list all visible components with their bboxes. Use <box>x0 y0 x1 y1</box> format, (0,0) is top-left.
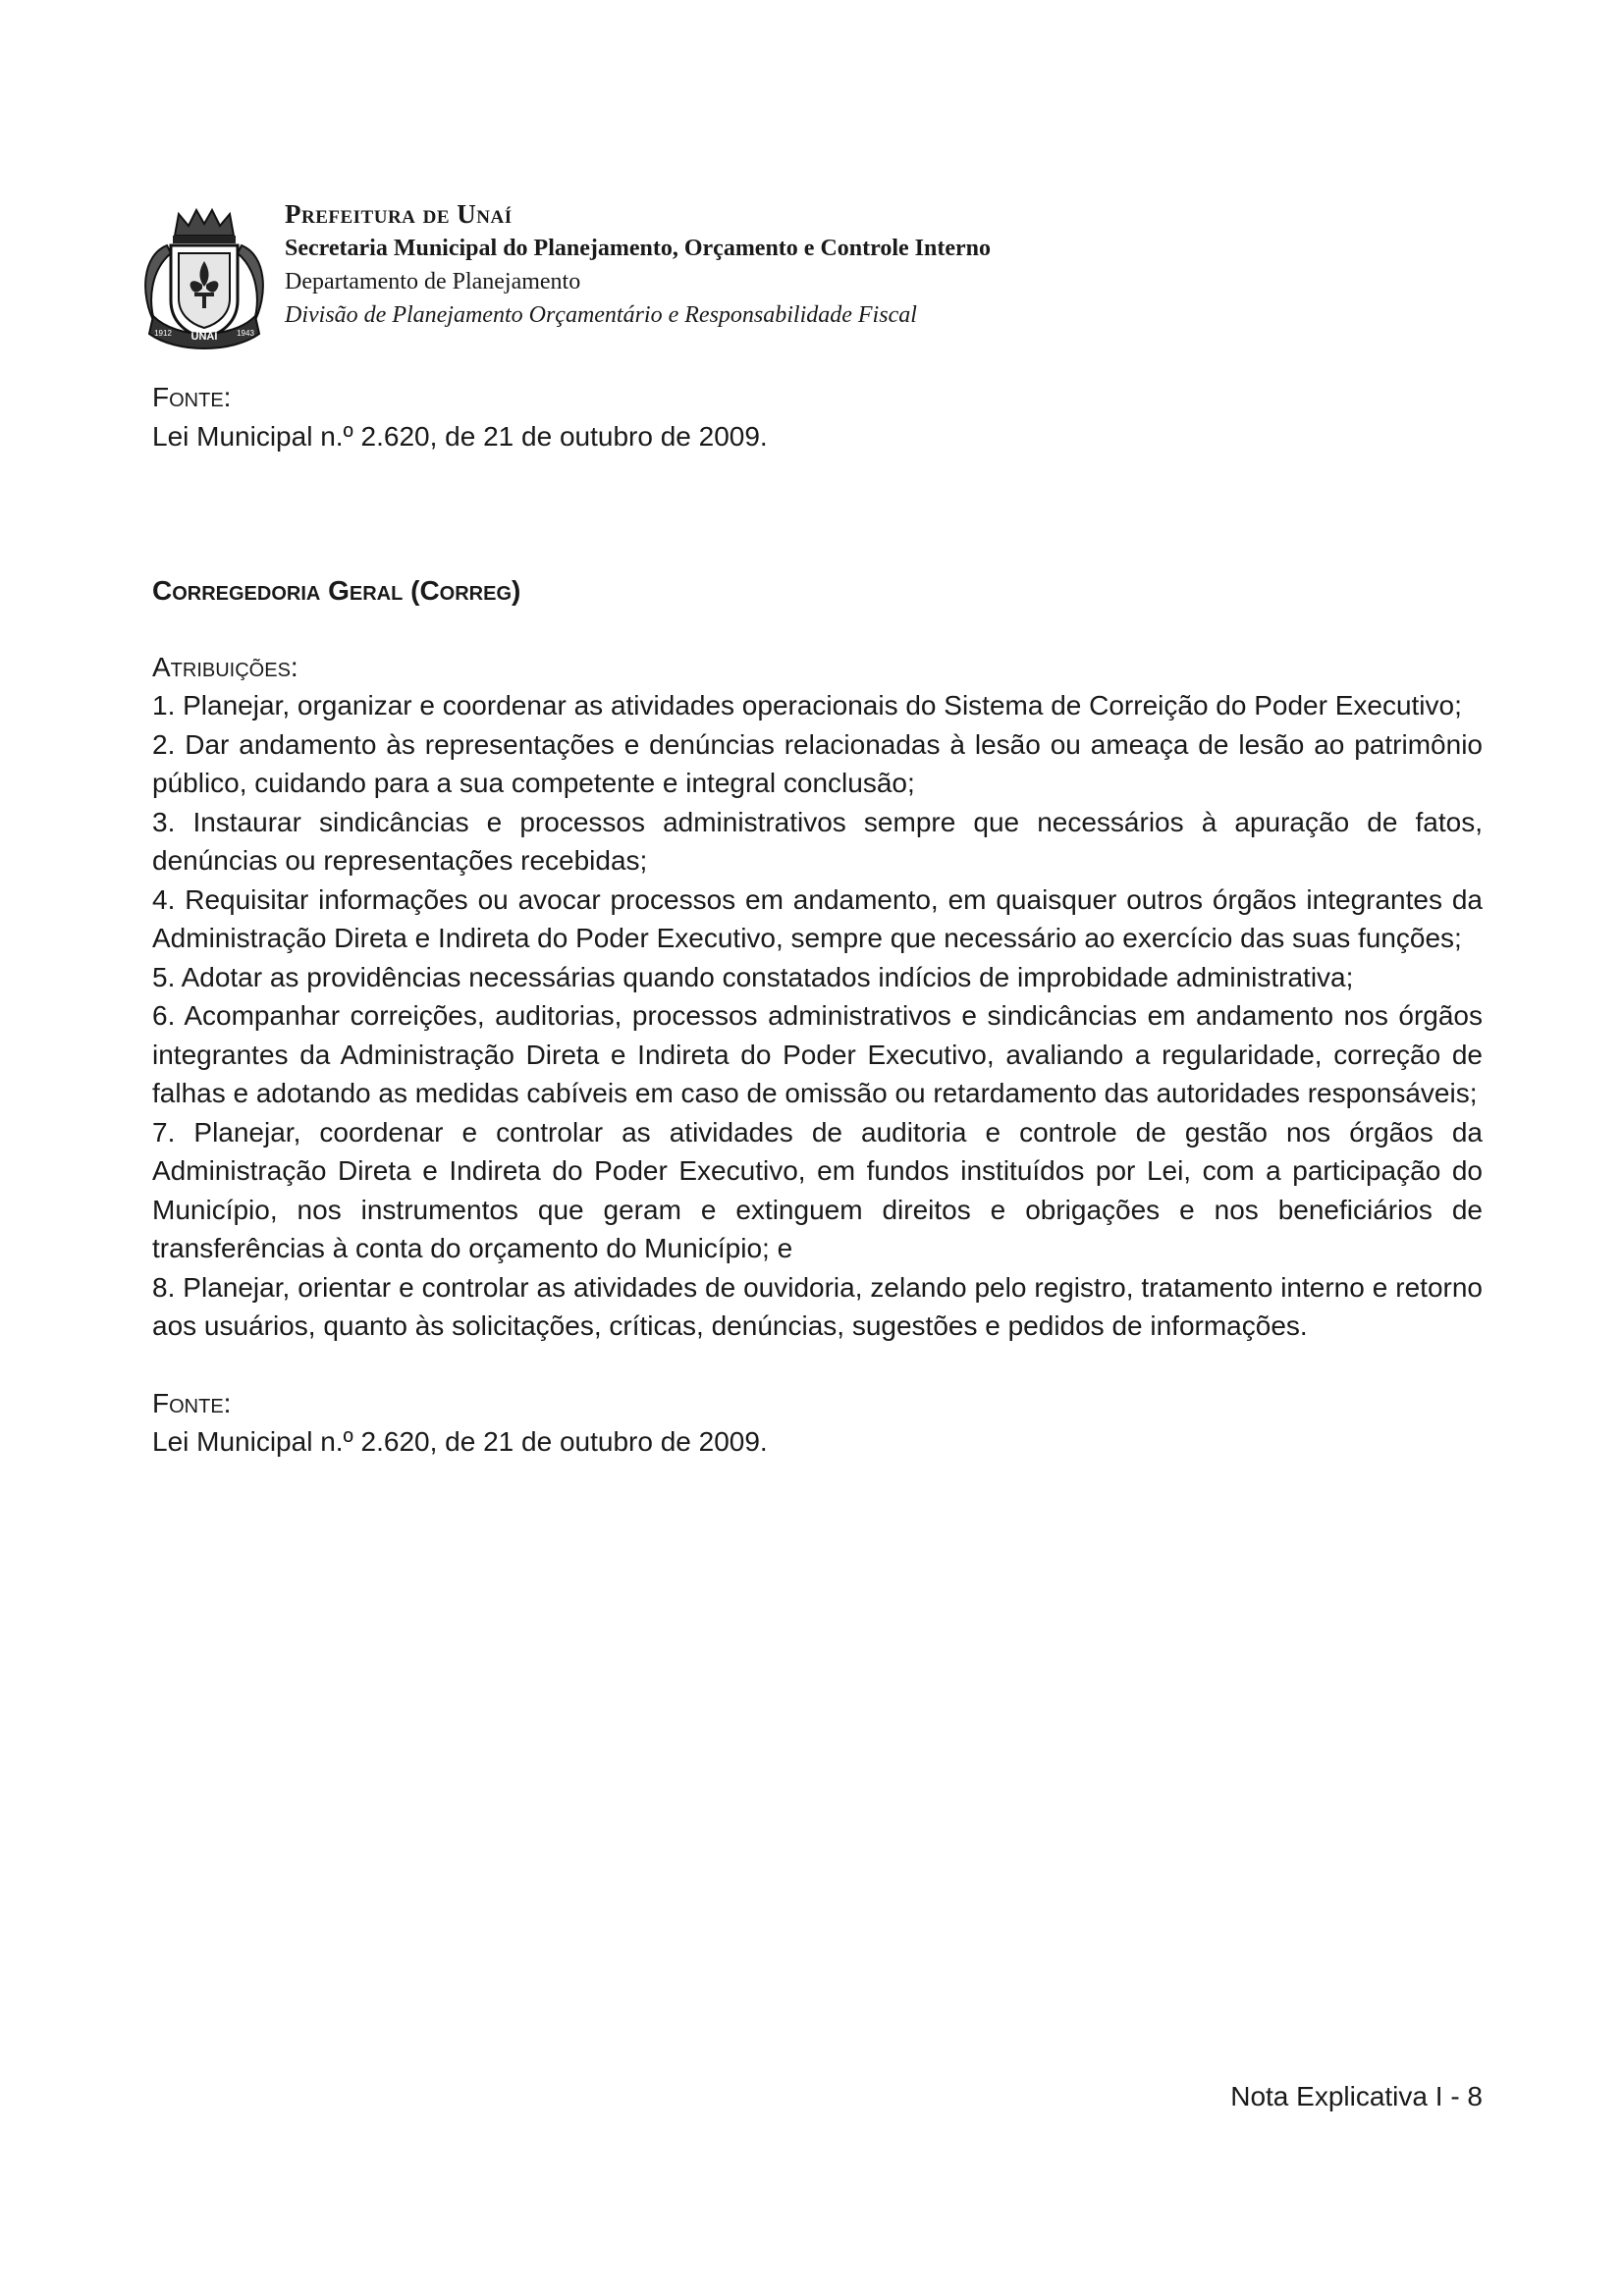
attribution-item: 3. Instaurar sindicâncias e processos administrativos sempre que necessários à apuração de fatos, denúncias ou representações recebidas; <box>152 806 1483 876</box>
seal-ribbon-text: UNAÍ <box>190 331 218 343</box>
letterhead-text <box>285 196 991 332</box>
attribution-item: 5. Adotar as providências necessárias quando constatados indícios de improbidade administrativa; <box>152 961 1354 992</box>
section-title: Corregedoria Geral (Correg) <box>152 575 521 606</box>
attribution-item: 7. Planejar, coordenar e controlar as atividades de auditoria e controle de gestão nos órgãos da Administração Direta e Indireta do Poder Executivo, em fundos instituídos por Lei, com a participação do Município, nos instrumentos que geram e extinguem direitos e obrigações e nos beneficiários de transferências à conta do orçamento do Município; e <box>152 1116 1483 1263</box>
attribution-item: 1. Planejar, organizar e coordenar as atividades operacionais do Sistema de Correição do Poder Executivo; <box>152 690 1462 721</box>
org-name: Prefeitura de Unaí <box>285 199 513 229</box>
seal-year-right: 1943 <box>237 329 254 338</box>
page-footer: Nota Explicativa I - 8 <box>1230 2081 1483 2111</box>
attribution-item: 8. Planejar, orientar e controlar as atividades de ouvidoria, zelando pelo registro, tratamento interno e retorno aos usuários, quanto às solicitações, críticas, denúncias, sugestões e pedidos de informações. <box>152 1271 1483 1341</box>
departamento-name: Departamento de Planejamento <box>285 269 581 294</box>
source-label-top: Fonte: <box>152 382 232 412</box>
document-body <box>152 378 1483 1462</box>
attribution-item: 4. Requisitar informações ou avocar processos em andamento, em quaisquer outros órgãos integrantes da Administração Direta e Indireta do Poder Executivo, sempre que necessário ao exercício das suas funções; <box>152 883 1483 953</box>
letterhead <box>137 196 1217 353</box>
divisao-name: Divisão de Planejamento Orçamentário e Responsabilidade Fiscal <box>285 302 917 328</box>
attributions-label: Atribuições: <box>152 651 298 682</box>
source-text-top: Lei Municipal n.º 2.620, de 21 de outubro de 2009. <box>152 420 768 452</box>
municipal-seal-icon <box>137 206 271 353</box>
source-text-bottom: Lei Municipal n.º 2.620, de 21 de outubro de 2009. <box>152 1426 768 1457</box>
seal-year-left: 1912 <box>154 329 172 338</box>
attribution-item: 6. Acompanhar correições, auditorias, processos administrativos e sindicâncias em andamento nos órgãos integrantes da Administração Direta e Indireta do Poder Executivo, avaliando a regularidade, correção de falhas e adotando as medidas cabíveis em caso de omissão ou retardamento das autoridades responsáveis; <box>152 1000 1483 1108</box>
source-label-bottom: Fonte: <box>152 1387 232 1418</box>
secretaria-name: Secretaria Municipal do Planejamento, Orçamento e Controle Interno <box>285 236 991 261</box>
attribution-item: 2. Dar andamento às representações e denúncias relacionadas à lesão ou ameaça de lesão ao patrimônio público, cuidando para a sua competente e integral conclusão; <box>152 728 1483 798</box>
